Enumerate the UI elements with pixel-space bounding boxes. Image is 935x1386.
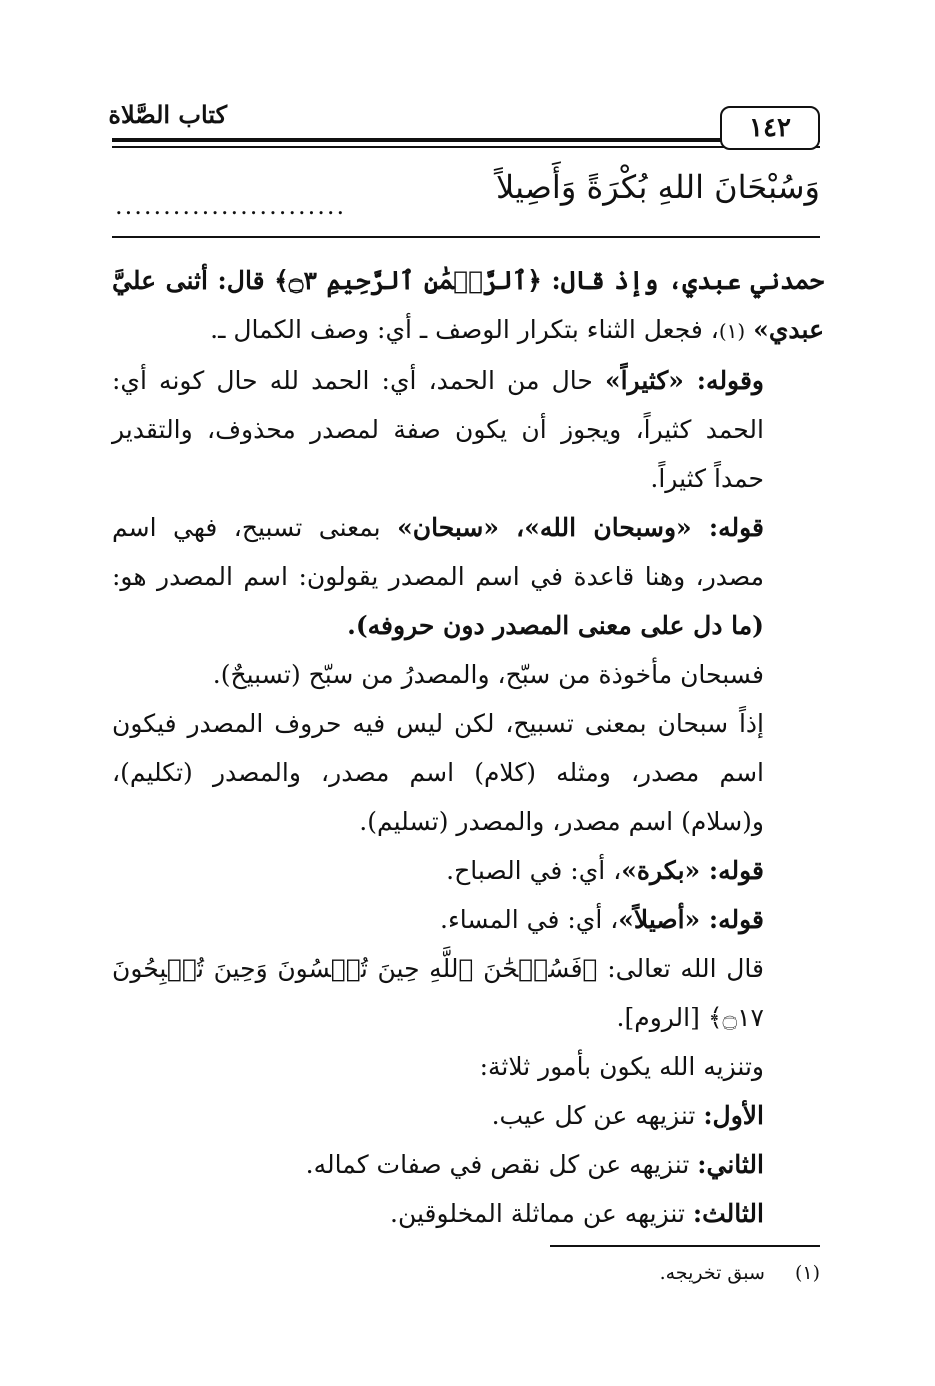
paragraph-3 [112, 503, 824, 650]
hadith-text: حمدني عبدي، وإذ قال: ﴿ٱلرَّحۡمَٰنِ ٱلرَّحِيمِ ۝٣﴾ قال: أثنى عليَّ عبدي» [112, 266, 824, 344]
paragraph-10 [112, 1091, 824, 1140]
paragraph-7 [112, 895, 824, 944]
footnote [660, 1262, 820, 1284]
paragraph-label: قوله: «بكرة» [621, 856, 764, 885]
paragraph-label: وقوله: «كثيراً» [604, 366, 764, 395]
header-rule-thick [112, 138, 820, 142]
paragraph-4: فسبحان مأخوذة من سبّح، والمصدرُ من سبّح (تسبيحٌ). [212, 660, 764, 689]
paragraph-label: قوله: «وسبحان الله»، «سبحان» [397, 513, 764, 542]
paragraph-8: قال الله تعالى: ﴿فَسُبۡحَٰنَ ٱللَّهِ حِينَ تُمۡسُونَ وَحِينَ تُصۡبِحُونَ ۝١٧﴾ [الروم]. [112, 954, 764, 1032]
matn-divider [112, 236, 820, 238]
footnote-divider [550, 1245, 820, 1247]
paragraph-9: وتنزيه الله يكون بأمور ثلاثة: [479, 1052, 764, 1081]
paragraph-text: تنزيهه عن مماثلة المخلوقين. [390, 1199, 693, 1228]
paragraph-text: ، فجعل الثناء بتكرار الوصف ـ أي: وصف الكمال ـ. [210, 315, 719, 344]
header-rule-thin [112, 146, 820, 148]
paragraph-12 [112, 1189, 824, 1238]
footnote-number: (١) [794, 1262, 820, 1284]
paragraph-text: بمعنى تسبيح، فهي اسم مصدر، وهنا قاعدة في اسم المصدر يقولون: اسم المصدر هو: [112, 513, 764, 591]
page-number: ١٤٢ [720, 106, 820, 150]
paragraph-1 [112, 256, 824, 356]
paragraph-6 [112, 846, 824, 895]
matn-dots: ........................ [115, 192, 347, 220]
paragraph-label: الثاني: [697, 1150, 764, 1179]
paragraph-label: الأول: [703, 1101, 764, 1130]
footnote-text: سبق تخريجه. [659, 1262, 765, 1284]
paragraph-label: قوله: «أصيلاً» [618, 905, 764, 934]
paragraph-text: حال من الحمد، أي: الحمد لله حال كونه أي: الحمد كثيراً، ويجوز أن يكون صفة لمصدر محذوف، والتقدير حمداً كثيراً. [112, 366, 764, 493]
commentary-text [112, 256, 824, 1238]
paragraph-text: ، أي: في الصباح. [446, 856, 622, 885]
paragraph-text: تنزيهه عن كل نقص في صفات كماله. [305, 1150, 698, 1179]
paragraph-5: إذاً سبحان بمعنى تسبيح، لكن ليس فيه حروف المصدر فيكون اسم مصدر، ومثله (كلام) اسم مصدر، والمصدر (تكليم)، و(سلام) اسم مصدر، والمصدر (تسليم). [112, 709, 764, 836]
footnote-ref: (١) [718, 319, 746, 343]
paragraph-text: تنزيهه عن كل عيب. [491, 1101, 704, 1130]
matn-quote: وَسُبْحَانَ اللهِ بُكْرَةً وَأَصِيلاً [496, 168, 820, 206]
paragraph-text: ، أي: في المساء. [440, 905, 619, 934]
definition-text: (ما دل على معنى المصدر دون حروفه). [347, 611, 764, 640]
paragraph-label: الثالث: [692, 1199, 764, 1228]
paragraph-11 [112, 1140, 824, 1189]
running-header-title: كتاب الصَّلاة [108, 100, 227, 129]
paragraph-2 [112, 356, 824, 503]
